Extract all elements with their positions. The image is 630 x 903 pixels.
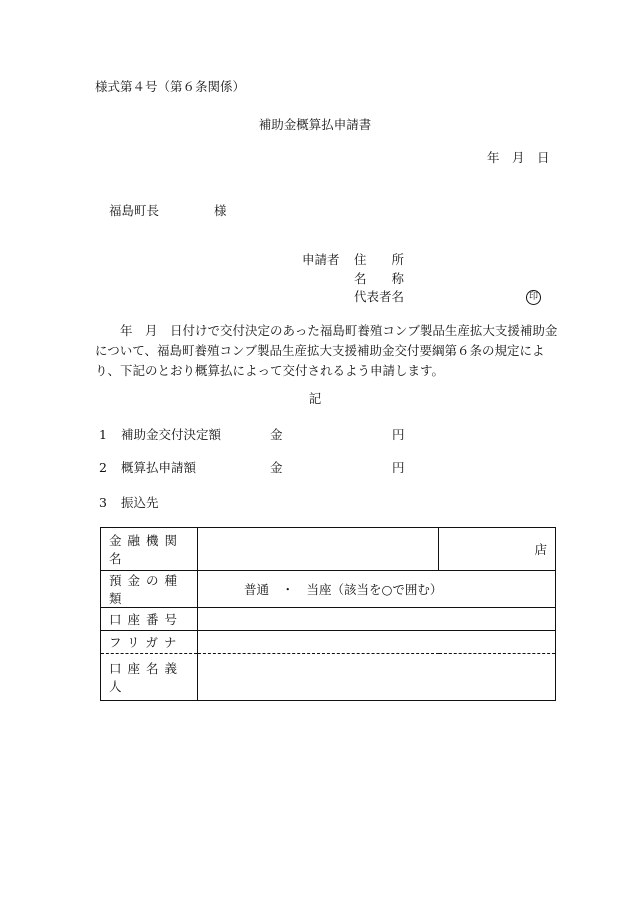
item-number: 2 [99, 460, 107, 475]
item-label: 補助金交付決定額 [121, 427, 222, 442]
furigana-label: フリガナ [101, 631, 198, 654]
seal-mark: 印 [526, 290, 541, 305]
recipient-honorific: 様 [214, 203, 227, 218]
table-row [101, 654, 556, 701]
deposit-type-label: 預金の種類 [101, 571, 198, 608]
ki-heading: 記 [308, 391, 322, 406]
item-number: 1 [99, 427, 107, 442]
item-yen: 円 [392, 460, 405, 475]
furigana-field[interactable] [198, 631, 556, 654]
table-row [101, 528, 556, 571]
bank-account-table [100, 527, 556, 701]
account-number-field[interactable] [198, 608, 556, 631]
applicant-address-label: 住 所 [354, 252, 405, 267]
item-yen: 円 [392, 427, 405, 442]
branch-suffix: 店 [534, 542, 547, 557]
item-kin: 金 [270, 427, 283, 442]
table-row [101, 631, 556, 654]
item-kin: 金 [270, 460, 283, 475]
date-line: 年 月 日 [487, 150, 550, 165]
applicant-name-label: 名 称 [354, 271, 405, 286]
item-label: 概算払申請額 [121, 460, 197, 475]
account-holder-field[interactable] [198, 654, 556, 701]
document-title: 補助金概算払申請書 [258, 117, 372, 132]
institution-label: 金融機関名 [101, 528, 198, 571]
item-label: 振込先 [121, 495, 159, 510]
applicant-rep-label: 代表者名 [354, 289, 405, 304]
account-number-label: 口座番号 [101, 608, 198, 631]
table-row [101, 608, 556, 631]
deposit-type-value[interactable]: 普通 ・ 当座（該当を○で囲む） [198, 571, 556, 608]
branch-field[interactable] [439, 528, 556, 571]
recipient-name: 福島町長 [109, 203, 160, 218]
table-row [101, 571, 556, 608]
institution-field[interactable] [198, 528, 439, 571]
account-holder-label: 口座名義人 [101, 654, 198, 701]
applicant-heading: 申請者 [302, 252, 340, 267]
body-paragraph: 年 月 日付けで交付決定のあった福島町養殖コンブ製品生産拡大支援補助金について、福島町養殖コンブ製品生産拡大支援補助金交付要綱第６条の規定により、下記のとおり概算払によって交付されるよう申請します。 [95, 323, 558, 378]
form-number: 様式第４号（第６条関係） [95, 79, 246, 94]
item-number: 3 [99, 495, 107, 510]
